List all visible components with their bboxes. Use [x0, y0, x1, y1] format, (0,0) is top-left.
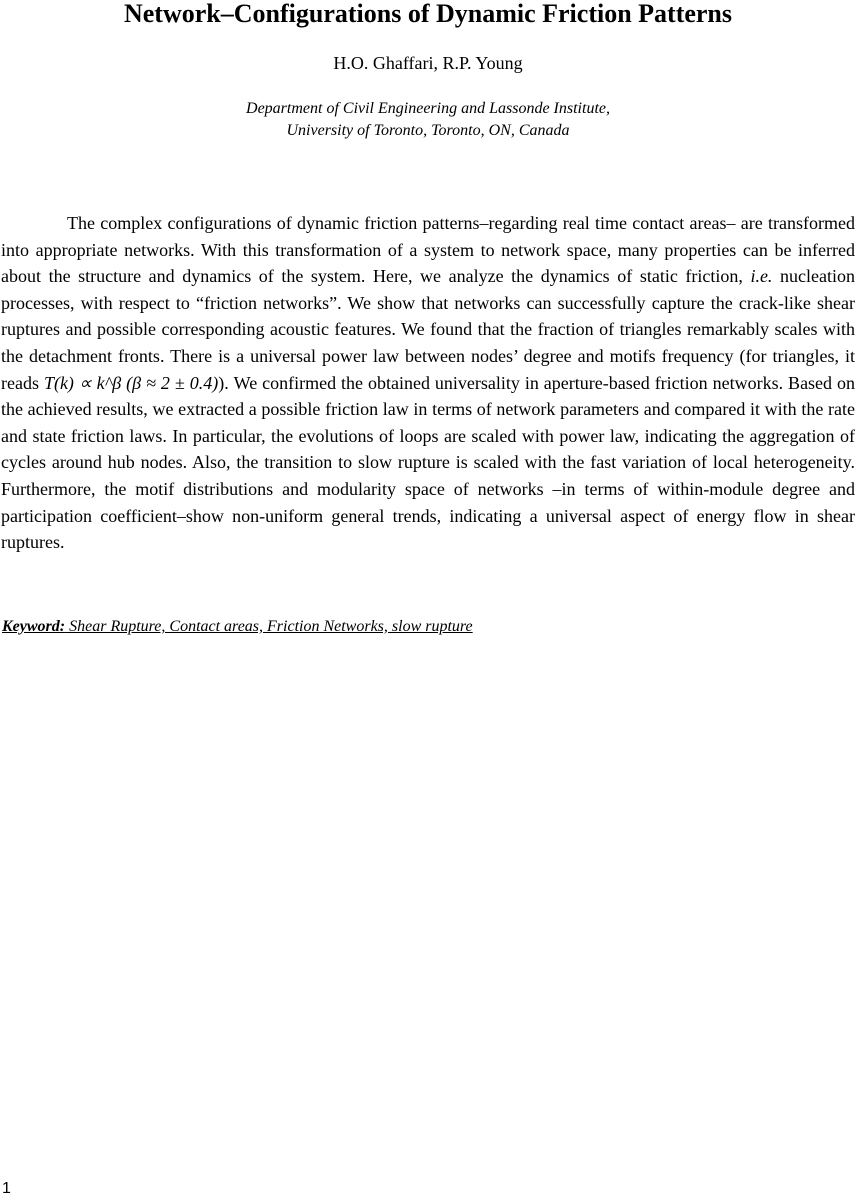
affiliation	[0, 98, 856, 142]
keywords-label: Keyword:	[2, 618, 66, 635]
abstract-part-1: The complex configurations of dynamic friction patterns–regarding real time contact areas– are transformed into appropriate networks. With this transformation of a system to network space, many properties can be inferred about the structure and dynamics of the system. Here, we analyze the dynamics of static friction,	[1, 213, 855, 287]
paper-title: Network–Configurations of Dynamic Friction Patterns	[123, 0, 733, 28]
abstract-ie: i.e.	[750, 266, 773, 287]
page-number: 1	[2, 1180, 11, 1197]
power-law-formula: T(k) ∝ k^β (β ≈ 2 ± 0.4)	[43, 372, 219, 393]
affiliation-line-2: University of Toronto, Toronto, ON, Canada	[286, 122, 570, 139]
authors: H.O. Ghaffari, R.P. Young	[333, 53, 523, 73]
affiliation-line-1: Department of Civil Engineering and Lassonde Institute,	[246, 100, 610, 117]
keywords-text: Shear Rupture, Contact areas, Friction Networks, slow rupture	[65, 618, 473, 635]
abstract-part-3: ). We confirmed the obtained universality in aperture-based friction networks. Based on the achieved results, we extracted a possible friction law in terms of network parameters and compared it with the rate and state friction laws. In particular, the evolutions of loops are scaled with power law, indicating the aggregation of cycles around hub nodes. Also, the transition to slow rupture is scaled with the fast variation of local heterogeneity. Furthermore, the motif distributions and modularity space of networks –in terms of within-module degree and participation coefficient–show non-uniform general trends, indicating a universal aspect of energy flow in shear ruptures.	[1, 372, 855, 553]
abstract-part-2: nucleation processes, with respect to “friction networks”. We show that networks can successfully capture the crack-like shear ruptures and possible corresponding acoustic features. We found that the fraction of triangles remarkably scales with the detachment fronts. There is a universal power law between nodes’ degree and motifs frequency (for triangles, it reads	[1, 266, 855, 393]
keywords	[2, 618, 473, 636]
abstract	[1, 210, 855, 556]
